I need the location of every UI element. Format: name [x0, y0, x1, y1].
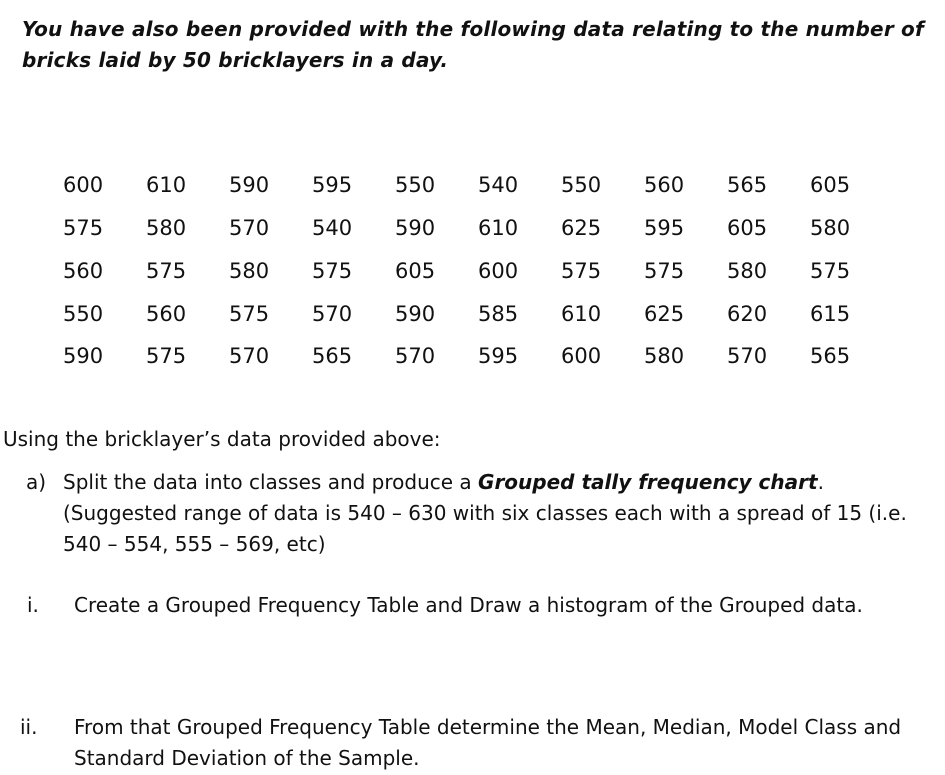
- question-ii-text: From that Grouped Frequency Table determine the Mean, Median, Model Class and Standard Deviation of the Sample.: [74, 715, 902, 770]
- table-cell: 605: [810, 173, 851, 198]
- table-cell: 610: [561, 301, 602, 326]
- table-cell: 595: [478, 344, 519, 369]
- table-cell: 580: [727, 258, 768, 283]
- table-row: [52, 292, 882, 335]
- table-cell: 600: [561, 344, 602, 369]
- question-a-marker: a): [26, 470, 47, 494]
- table-cell: 590: [63, 344, 104, 369]
- table-cell: 605: [727, 216, 768, 241]
- table-cell: 580: [810, 216, 851, 241]
- table-cell: 595: [312, 173, 353, 198]
- table-cell: 590: [395, 301, 436, 326]
- question-a-after: .: [817, 470, 824, 494]
- bricks-data-table: [52, 164, 882, 378]
- table-cell: 625: [561, 216, 602, 241]
- table-cell: 575: [644, 258, 685, 283]
- lead-text: Using the bricklayer’s data provided above:: [3, 427, 441, 451]
- table-cell: 560: [63, 258, 104, 283]
- table-cell: 570: [312, 301, 353, 326]
- table-cell: 565: [810, 344, 851, 369]
- question-i-marker: i.: [27, 593, 39, 617]
- table-cell: 590: [229, 173, 270, 198]
- table-cell: 540: [312, 216, 353, 241]
- table-cell: 575: [312, 258, 353, 283]
- table-cell: 590: [395, 216, 436, 241]
- table-cell: 575: [810, 258, 851, 283]
- table-cell: 580: [146, 216, 187, 241]
- table-row: [52, 250, 882, 293]
- table-cell: 570: [229, 216, 270, 241]
- table-row: [52, 164, 882, 207]
- table-cell: 585: [478, 301, 519, 326]
- table-cell: 560: [146, 301, 187, 326]
- table-cell: 610: [146, 173, 187, 198]
- table-cell: 575: [146, 258, 187, 283]
- table-cell: 550: [561, 173, 602, 198]
- question-i-text: Create a Grouped Frequency Table and Draw a histogram of the Grouped data.: [74, 593, 863, 617]
- question-ii-marker: ii.: [20, 715, 38, 739]
- intro-text: You have also been provided with the following data relating to the number of bricks laid by 50 bricklayers in a day.: [22, 17, 924, 72]
- table-cell: 615: [810, 301, 851, 326]
- table-cell: 625: [644, 301, 685, 326]
- table-cell: 605: [395, 258, 436, 283]
- table-cell: 560: [644, 173, 685, 198]
- table-cell: 580: [229, 258, 270, 283]
- table-cell: 600: [63, 173, 104, 198]
- table-cell: 575: [63, 216, 104, 241]
- table-cell: 550: [63, 301, 104, 326]
- table-cell: 550: [395, 173, 436, 198]
- table-cell: 575: [146, 344, 187, 369]
- table-cell: 575: [561, 258, 602, 283]
- table-cell: 595: [644, 216, 685, 241]
- table-cell: 570: [395, 344, 436, 369]
- table-cell: 570: [229, 344, 270, 369]
- question-a-before: Split the data into classes and produce a: [63, 470, 479, 494]
- question-a-text: [63, 467, 941, 560]
- table-cell: 620: [727, 301, 768, 326]
- table-cell: 565: [727, 173, 768, 198]
- table-row: [52, 207, 882, 250]
- table-cell: 540: [478, 173, 519, 198]
- table-cell: 580: [644, 344, 685, 369]
- table-cell: 610: [478, 216, 519, 241]
- table-cell: 565: [312, 344, 353, 369]
- table-cell: 600: [478, 258, 519, 283]
- question-a-emphasis: Grouped tally frequency chart: [478, 470, 818, 494]
- table-cell: 570: [727, 344, 768, 369]
- question-a-note: (Suggested range of data is 540 – 630 with six classes each with a spread of 15 (i.e. 540 – 554, 555 – 569, etc): [63, 501, 907, 556]
- table-cell: 575: [229, 301, 270, 326]
- table-row: [52, 335, 882, 378]
